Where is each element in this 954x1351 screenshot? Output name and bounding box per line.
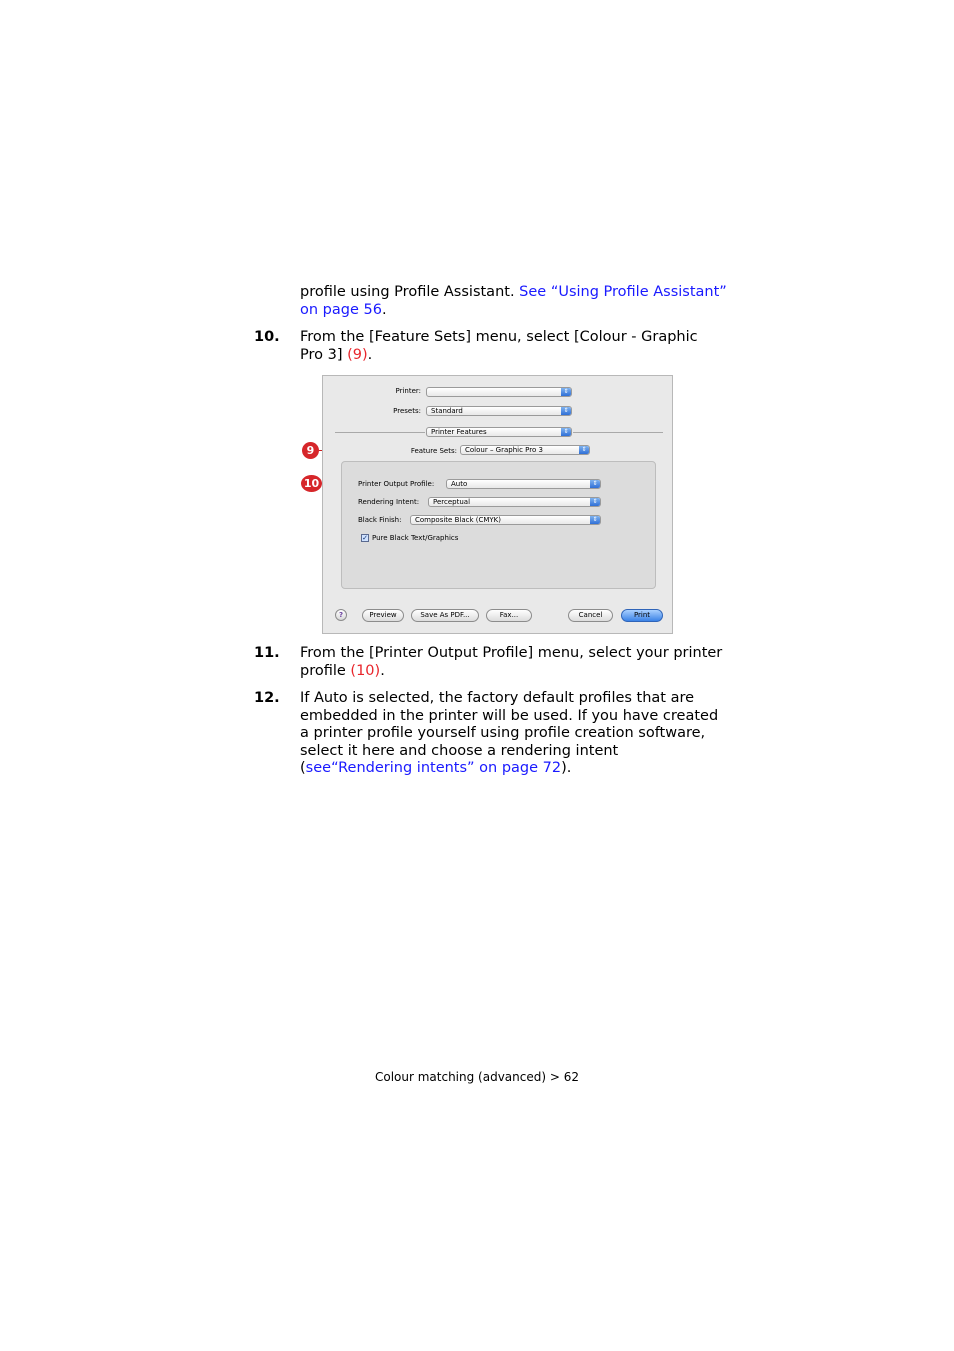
step-11-body: From the [Printer Output Profile] menu, select your printer profile: [300, 645, 723, 679]
rendering-intent-value: Perceptual: [433, 498, 471, 506]
step-12-end: ).: [561, 760, 572, 776]
presets-label: Presets:: [393, 407, 421, 415]
rendering-intent-label: Rendering Intent:: [358, 498, 420, 506]
callout-10: 10: [301, 475, 322, 492]
cancel-button[interactable]: Cancel: [568, 609, 613, 622]
step-12-text: [300, 690, 726, 778]
popup-arrows-icon: ⇕: [561, 428, 571, 436]
output-profile-label: Printer Output Profile:: [358, 480, 435, 488]
intro-end: .: [381, 301, 387, 318]
feature-panel: [341, 461, 656, 589]
black-finish-label: Black Finish:: [358, 516, 402, 524]
profile-assistant-link[interactable]: See “Using Profile Assistant” on page 56: [300, 284, 727, 318]
step-10-number: 10.: [254, 329, 280, 345]
black-finish-value: Composite Black (CMYK): [415, 516, 502, 524]
printer-popup[interactable]: [426, 387, 572, 397]
step-11-end: .: [380, 662, 385, 679]
fax-button[interactable]: Fax...: [486, 609, 532, 622]
rendering-intent-popup[interactable]: [428, 497, 601, 507]
step-12-number: 12.: [254, 690, 280, 706]
step-11-text: [300, 645, 726, 680]
separator-right: [573, 432, 663, 433]
pane-value: Printer Features: [431, 428, 487, 436]
pure-black-label: Pure Black Text/Graphics: [372, 534, 459, 542]
callout-9: 9: [302, 442, 319, 459]
popup-arrows-icon: ⇕: [561, 388, 571, 396]
step-10-end: .: [367, 346, 373, 363]
step-10-ref: (9): [347, 346, 368, 363]
print-button[interactable]: Print: [621, 609, 663, 622]
step-10-body: From the [Feature Sets] menu, select [Colour - Graphic Pro 3]: [300, 329, 698, 363]
step-11-number: 11.: [254, 645, 280, 661]
separator-left: [335, 432, 425, 433]
black-finish-popup[interactable]: [410, 515, 601, 525]
checkmark-icon: ✓: [362, 534, 368, 542]
intro-text: profile using Profile Assistant.: [300, 284, 520, 300]
output-profile-popup[interactable]: [446, 479, 601, 489]
help-button[interactable]: ?: [335, 609, 347, 621]
feature-sets-popup[interactable]: [460, 445, 590, 455]
preview-button[interactable]: Preview: [362, 609, 404, 622]
page-footer: Colour matching (advanced) > 62: [374, 1070, 580, 1084]
pane-popup[interactable]: [426, 427, 572, 437]
presets-popup[interactable]: [426, 406, 572, 416]
pure-black-checkbox[interactable]: [361, 534, 369, 542]
step-10-text: [300, 329, 720, 364]
popup-arrows-icon: ⇕: [590, 498, 600, 506]
output-profile-value: Auto: [451, 480, 468, 488]
popup-arrows-icon: ⇕: [590, 516, 600, 524]
printer-label: Printer:: [395, 387, 421, 395]
step-12-body: If Auto is selected, the factory default profiles that are embedded in the printer will be used. If you have created a printer profile yourself using profile creation software, select it here and choose a rendering intent (: [300, 690, 719, 776]
rendering-intents-link[interactable]: see“Rendering intents” on page 72: [305, 760, 562, 776]
step-11-ref: (10): [350, 662, 381, 679]
feature-sets-label: Feature Sets:: [410, 447, 457, 455]
print-dialog: [322, 375, 673, 634]
popup-arrows-icon: ⇕: [561, 407, 571, 415]
popup-arrows-icon: ⇕: [579, 446, 589, 454]
presets-value: Standard: [431, 407, 463, 415]
save-as-pdf-button[interactable]: Save As PDF...: [411, 609, 479, 622]
intro-paragraph: [300, 284, 730, 319]
feature-sets-value: Colour – Graphic Pro 3: [465, 446, 543, 454]
popup-arrows-icon: ⇕: [590, 480, 600, 488]
